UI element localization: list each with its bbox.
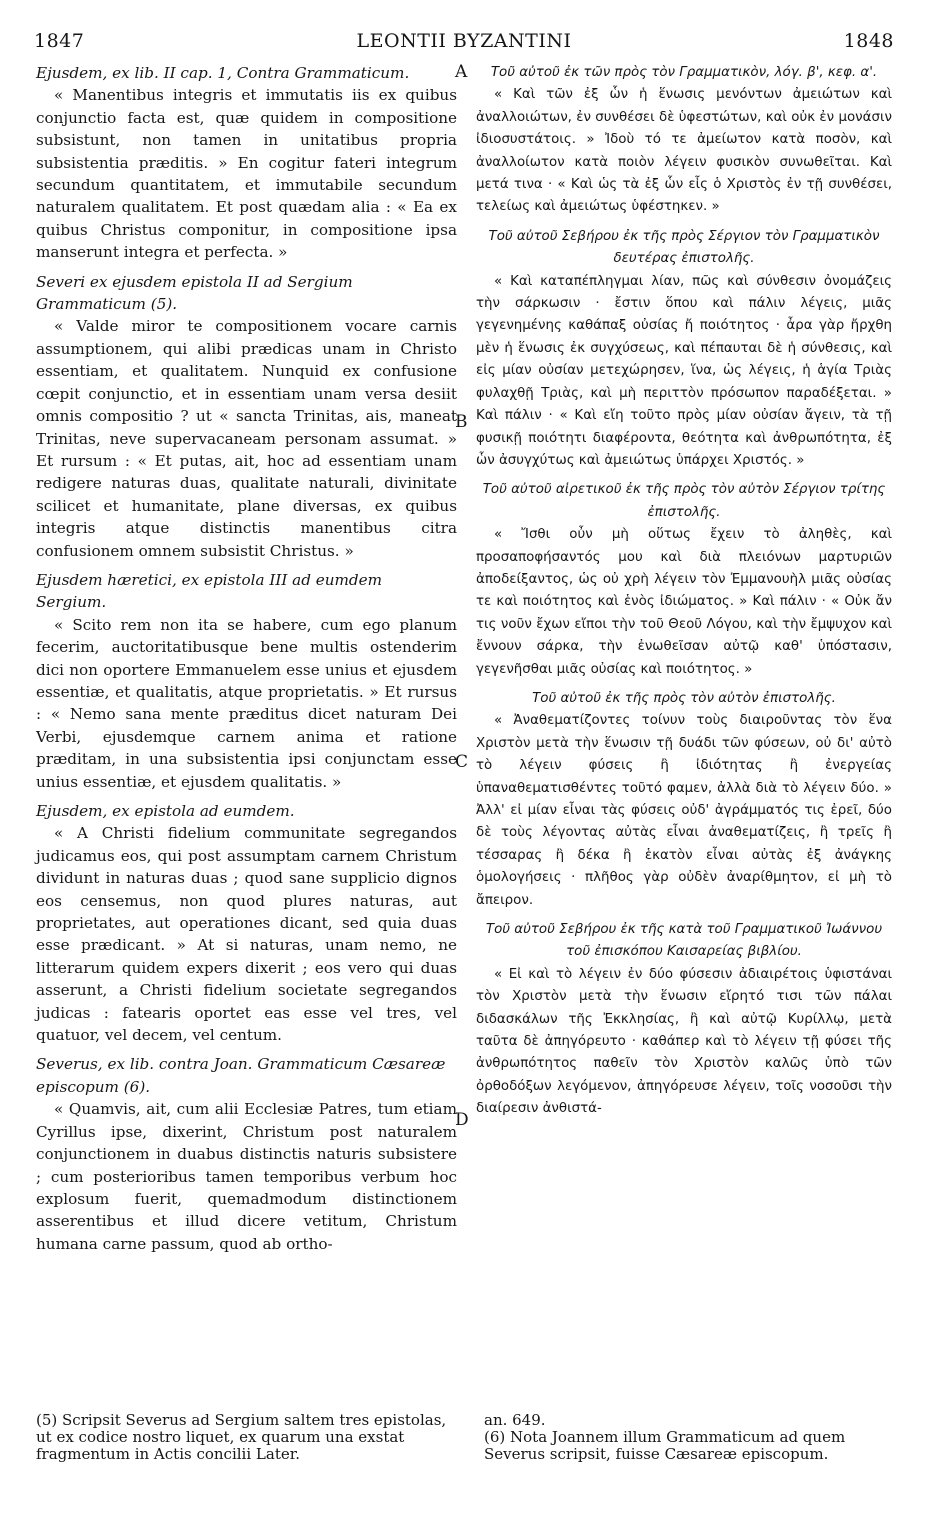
latin-section-title: Ejusdem, ex epistola ad eumdem. — [36, 802, 295, 820]
greek-section — [476, 226, 892, 472]
latin-section-text: « Quamvis, ait, cum alii Ecclesiæ Patres, tum etiam Cyrillus ipse, dixerint, Christum post naturalem conjunctionem in duabus distinctis naturis subsistere ; cum posterioribus tamen temporibus verbum hoc explosum fuerit, quemadmodum distinctionem asserentibus et illud dicere vetitum, Christum humana carne passum, quod ab ortho- — [36, 1100, 457, 1253]
margin-marker-b: B — [455, 412, 468, 432]
greek-section-title: Τοῦ αὐτοῦ Σεβήρου ἐκ τῆς κατὰ τοῦ Γραμματικοῦ Ἰωάννου τοῦ ἐπισκόπου Καισαρείας βιβλίου. — [485, 922, 883, 960]
greek-section-text: « Καὶ τῶν ἐξ ὧν ἡ ἕνωσις μενόντων ἀμειώτων καὶ ἀναλλοιώτων, ἐν συνθέσει δὲ ὑφεστώτων, καὶ οὐκ ἐν μονάσιν ἰδιοσυστάτοις. » Ἰδοὺ τό τε ἀμείωτον κατὰ ποσὸν, καὶ ἀναλλοίωτον κατὰ ποιὸν λέγειν φυσικὸν συνωθεῖται. Καὶ μετά τινα · « Καὶ ὡς τὰ ἐξ ὧν εἷς ὁ Χριστὸς ἐν τῇ συνθέσει, τελείως καὶ ἀμειώτως ὑφέστηκεν. » — [476, 87, 892, 215]
greek-section-text: « Εἰ καὶ τὸ λέγειν ἐν δύο φύσεσιν ἀδιαιρέτοις ὑφιστάναι τὸν Χριστὸν μετὰ τὴν ἕνωσιν εἴρητό τισι τῶν πάλαι διδασκάλων τῆς Ἐκκλησίας, ἢ καὶ αὐτῷ Κυρίλλῳ, μετὰ ταῦτα δὲ ἀπηγόρευτο · καθάπερ καὶ τὸ λέγειν τῇ φύσει τῆς ἀνθρωπότητος παθεῖν τὸν Χριστὸν καλῶς ὑπὸ τῶν ὀρθοδόξων λεγόμενον, ἀπηγόρευσε λέγειν, τοῖς νοσοῦσι τὴν διαίρεσιν ἀνθιστά- — [476, 966, 892, 1117]
greek-section — [476, 688, 892, 912]
greek-section-text: « Ἀναθεματίζοντες τοίνυν τοὺς διαιροῦντας τὸν ἕνα Χριστὸν μετὰ τὴν ἕνωσιν τῇ δυάδι τῶν φύσεων, οὐ δι' αὐτὸ τὸ λέγειν φύσεις ἢ ἰδιότητας ἢ ἐνεργείας ὑπαναθεματισθέντες τοῦτό φαμεν, ἀλλὰ διὰ τὸ λέγειν δύο. » Ἀλλ' εἰ μίαν εἶναι τὰς φύσεις οὐδ' ἀγράμματός τις ἐρεῖ, δύο δὲ τοὺς λέγοντας αὐτὰς εἶναι ἀναθεματίζεις, ἢ τρεῖς ἢ τέσσαρας ἢ δέκα ἢ ἑκατὸν εἶναι αὐτὰς ἐξ ἀνάγκης ὁμολογήσεις · πλῆθος γὰρ οὐδὲν ἀναρίθμητον, εἰ μὴ τὸ ἄπειρον. — [476, 713, 892, 908]
latin-section-title: Severus, ex lib. contra Joan. Grammaticum Cæsareæ episcopum (6). — [36, 1055, 446, 1096]
greek-section-text: « Ἴσθι οὖν μὴ οὕτως ἔχειν τὸ ἀληθὲς, καὶ προσαποφήσαντός μου καὶ διὰ πλειόνων μαρτυριῶν ἀποδείξαντος, ὡς οὐ χρὴ λέγειν τὸν Ἐμμανουὴλ μιᾶς οὐσίας τε καὶ ποιότητος καὶ ἑνὸς ἰδιώματος. » Καὶ πάλιν · « Οὐκ ἄν τις νοῦν ἔχων εἴποι τὴν τοῦ Θεοῦ Λόγου, καὶ τὴν ἔμψυχον καὶ ἔννουν σάρκα, τὴν ἐνωθεῖσαν αὐτῷ καθ' ὑπόστασιν, γεγενῆσθαι μιᾶς οὐσίας καὶ ποιότητος. » — [476, 527, 892, 677]
latin-section-title: Ejusdem hæretici, ex epistola III ad eumdem Sergium. — [36, 570, 383, 612]
latin-section-text: « Valde miror te compositionem vocare carnis assumptionem, qui alibi prædicas unam in Christo essentiam, et qualitatem. Nunquid ex confusione cœpit conjunctio, et in essentiam unam versa desiit omnis compositio ? ut « sancta Trinitas, ais, maneat Trinitas, neve supervacaneam personam assumat. » Et rursum : « Et putas, ait, hoc ad essentiam unam redigere naturas duas, qualitate naturali, divinitate scilicet et humanitate, plane diversas, ex quibus integris atque distinctis manentibus citra confusionem omnem subsistit Christus. » — [36, 317, 457, 560]
footnote-6-block — [484, 1412, 894, 1463]
latin-section — [36, 62, 457, 264]
latin-section-text: « A Christi fidelium communitate segregandos judicamus eos, qui post assumptam carnem Christum dividunt in naturas duas ; quod sane supplicio dignos eos censemus, non quod plures naturas, aut proprietates, aut operationes dicant, sed quia duas esse prædicant. » At si naturas, unam nemo, ne litterarum quidem expers dixerit ; eos vero qui duas asserunt, a Christi fidelium societate segregandos judicas : fatearis oportet eas esse vel tres, vel quatuor, vel decem, vel centum. — [36, 824, 457, 1045]
page-header — [34, 30, 894, 58]
greek-section — [476, 919, 892, 1121]
latin-section-title: Severi ex ejusdem epistola II ad Sergium Grammaticum (5). — [36, 272, 353, 314]
greek-section-text: « Καὶ καταπέπληγμαι λίαν, πῶς καὶ σύνθεσιν ὀνομάζεις τὴν σάρκωσιν · ἔστιν ὅπου καὶ πάλιν λέγεις, μιᾶς γεγενημένης καθάπαξ οὐσίας ἤ ποιότητος · ἆρα γὰρ ἤρχθη μὲν ἡ ἕνωσις ἐκ συγχύσεως, καὶ πέπαυται δὲ ἡ σύνθεσις, καὶ εἰς μίαν οὐσίαν μετεχώρησεν, ἵνα, ὡς λέγεις, ἡ ἁγία Τριὰς φυλαχθῇ Τριὰς, καὶ μὴ περιττὸν πρόσωπον παραδέξεται. » Καὶ πάλιν · « Καὶ εἴη τοῦτο πρὸς μίαν οὐσίαν ἄγειν, τὰ τῇ φυσικῇ ποιότητι διαφέροντα, θεότητα καὶ ἀνθρωπότητα, ἐξ ὧν ἀσυγχύτως καὶ ἀμειώτως ὑπάρχει Χριστός. » — [476, 273, 892, 468]
page-number-left: 1847 — [34, 30, 85, 52]
margin-marker-a: A — [455, 62, 468, 82]
footnote-5: (5) Scripsit Severus ad Sergium saltem tres epistolas, ut ex codice nostro liquet, ex quarum una exstat fragmentum in Actis concilii Later. — [36, 1411, 447, 1463]
greek-section-title: Τοῦ αὐτοῦ ἐκ τῶν πρὸς τὸν Γραμματικὸν, λόγ. β', κεφ. α'. — [490, 65, 878, 80]
latin-section-title: Ejusdem, ex lib. II cap. 1, Contra Grammaticum. — [36, 64, 410, 82]
running-title: LEONTII BYZANTINI — [356, 30, 572, 52]
footnote-continuation: an. 649. — [484, 1411, 546, 1429]
latin-section — [36, 800, 457, 1046]
latin-section-text: « Scito rem non ita se habere, cum ego planum fecerim, auctoritatibusque bene multis ostenderim dici non oportere Emmanuelem esse unius et ejusdem essentiæ, et qualitatis, atque proprietatis. » Et rursus : « Nemo sana mente præditus dicet naturam Dei Verbi, ejusdemque carnem anima et ratione præditam, in una subsistentia ipsi conjunctam esse unius essentiæ, et ejusdem qualitatis. » — [36, 615, 457, 791]
latin-section — [36, 271, 457, 562]
greek-section — [476, 479, 892, 681]
latin-section — [36, 569, 457, 793]
margin-marker-c: C — [455, 752, 469, 772]
footnote-6: (6) Nota Joannem illum Grammaticum ad quem Severus scripsit, fuisse Cæsareæ episcopum. — [484, 1428, 846, 1463]
greek-section-title: Τοῦ αὐτοῦ ἐκ τῆς πρὸς τὸν αὐτὸν ἐπιστολῆς. — [532, 690, 836, 706]
margin-marker-d: D — [455, 1110, 469, 1130]
greek-section — [476, 62, 892, 219]
page-number-right: 1848 — [843, 30, 894, 52]
latin-section-text: « Manentibus integris et immutatis iis ex quibus conjunctio facta est, quæ quidem in compositione subsistunt, non tamen in unitatibus propria subsistentia præditis. » En cogitur fateri integrum secundum quantitatem, et immutabile secundum naturalem qualitatem. Et post quædam alia : « Ea ex quibus Christus componitur, in compositione ipsa manserunt integra et perfecta. » — [36, 86, 457, 262]
greek-section-title: Τοῦ αὐτοῦ αἱρετικοῦ ἐκ τῆς πρὸς τὸν αὐτὸν Σέργιον τρίτης ἐπιστολῆς. — [482, 482, 886, 520]
latin-column — [36, 62, 457, 1262]
greek-column — [476, 62, 892, 1128]
latin-section — [36, 1053, 457, 1255]
greek-section-title: Τοῦ αὐτοῦ Σεβήρου ἐκ τῆς πρὸς Σέργιον τὸν Γραμματικὸν δευτέρας ἐπιστολῆς. — [488, 228, 880, 267]
